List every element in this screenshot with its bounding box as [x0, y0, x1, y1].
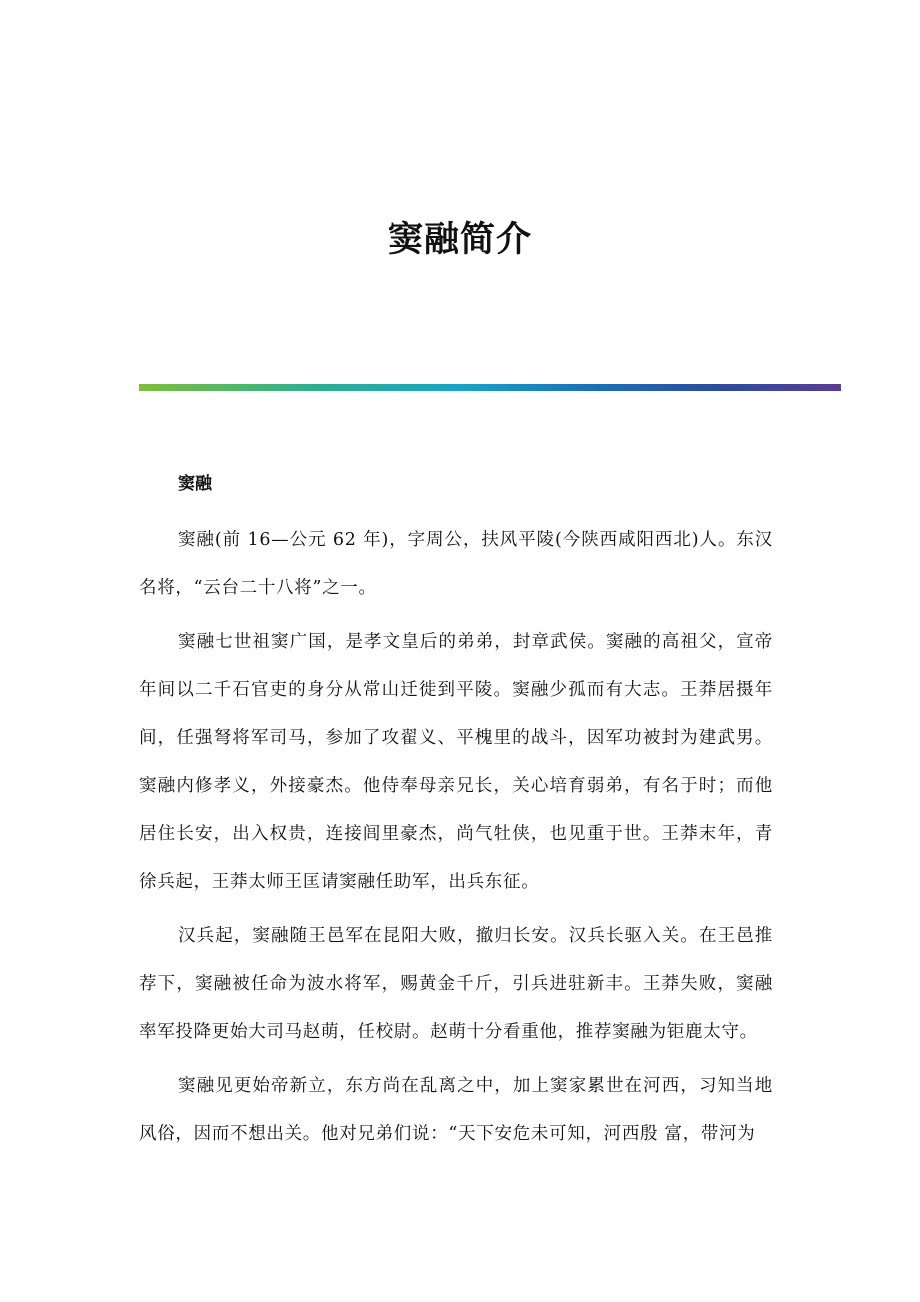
paragraph-han-uprising: 汉兵起，窦融随王邑军在昆阳大败，撤归长安。汉兵长驱入关。在王邑推荐下，窦融被任命为波水将军，赐黄金千斤，引兵进驻新丰。王莽失败，窦融率军投降更始大司马赵萌，任校尉。赵萌十分看重他，推荐窦融为钜鹿太守。 — [139, 926, 773, 1042]
document-body — [139, 460, 773, 1158]
paragraph-intro: 窦融(前 16—公元 62 年)，字周公，扶风平陵(今陕西咸阳西北)人。东汉名将，“云台二十八将”之一。 — [139, 530, 773, 598]
paragraph-hexi: 窦融见更始帝新立，东方尚在乱离之中，加上窦家累世在河西，习知当地风俗，因而不想出关。他对兄弟们说：“天下安危未可知，河西殷 富，带河为 — [139, 1076, 773, 1144]
paragraph-family-background: 窦融七世祖窦广国，是孝文皇后的弟弟，封章武侯。窦融的高祖父，宣帝年间以二千石官吏的身分从常山迁徙到平陵。窦融少孤而有大志。王莽居摄年间，任强弩将军司马，参加了攻翟义、平槐里的战斗，因军功被封为建武男。窦融内修孝义，外接豪杰。他侍奉母亲兄长，关心培育弱弟，有名于时；而他居住长安，出入权贵，连接闾里豪杰，尚气牡侠，也见重于世。王莽末年，青徐兵起，王莽太师王匡请窦融任助军，出兵东征。 — [139, 632, 773, 892]
page-title: 窦融简介 — [387, 219, 532, 260]
title-divider — [139, 384, 841, 391]
section-heading: 窦融 — [178, 474, 212, 494]
